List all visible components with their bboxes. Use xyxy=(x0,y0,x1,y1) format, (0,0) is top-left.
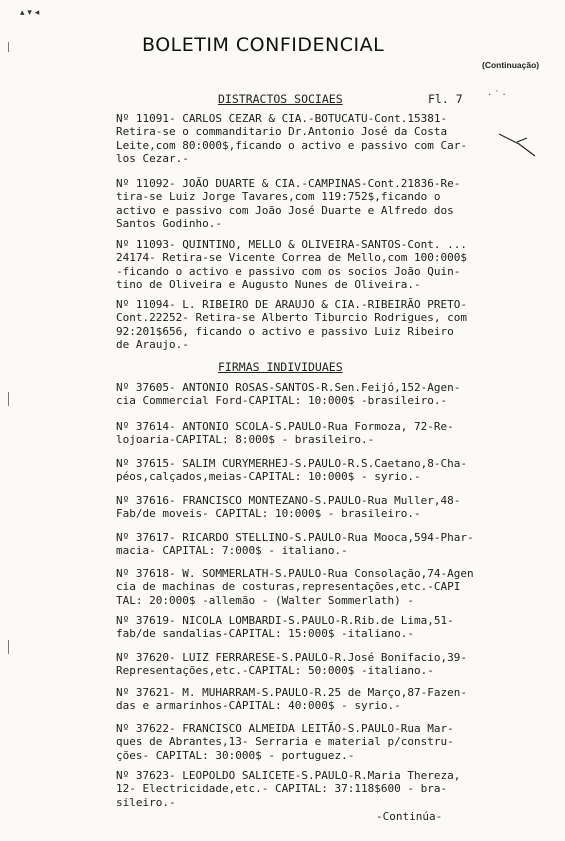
section-heading-firmas: FIRMAS INDIVIDUAES xyxy=(218,360,343,374)
sheet-number: Fl. 7 xyxy=(428,92,463,106)
firma-entry-37618: Nº 37618- W. SOMMERLATH-S.PAULO-Rua Consolação,74-Agen cia de machinas de costuras,representações,etc.-CAPI TAL: 20:000$ -allemão - (Walter Sommerlath) - xyxy=(116,567,474,607)
continues-label: -Continúa- xyxy=(376,810,443,823)
margin-line xyxy=(8,392,9,406)
page-title: BOLETIM CONFIDENCIAL xyxy=(142,34,385,56)
firma-entry-37621: Nº 37621- M. MUHARRAM-S.PAULO-R.25 de Março,87-Fazen- das e armarinhos-CAPITAL: 40:000$ - syrio.- xyxy=(116,686,467,713)
firma-entry-37605: Nº 37605- ANTONIO ROSAS-SANTOS-R.Sen.Feijó,152-Agen- cia Commercial Ford-CAPITAL: 10:000$ -brasileiro.- xyxy=(116,381,461,408)
section-heading-distratos: DISTRACTOS SOCIAES xyxy=(218,92,343,106)
scan-mark: ▴ ▾ ◂ xyxy=(20,8,40,18)
firma-entry-37615: Nº 37615- SALIM CURYMERHEJ-S.PAULO-R.S.Caetano,8-Cha- péos,calçados,meias-CAPITAL: 10:000$ - syrio.- xyxy=(116,457,467,484)
distrato-entry-11093: Nº 11093- QUINTINO, MELLO & OLIVEIRA-SANTOS-Cont. ... 24174- Retira-se Vicente Correa de Mello,com 100:000$ -ficando o activo e passivo com os socios João Quin- tino de Oliveira e Augusto Nunes de Oliveira.- xyxy=(116,238,467,292)
firma-entry-37617: Nº 37617- RICARDO STELLINO-S.PAULO-Rua Mooca,594-Phar- macia- CAPITAL: 7:000$ - italiano.- xyxy=(116,531,474,558)
margin-line xyxy=(8,42,9,52)
continuation-label: (Continuação) xyxy=(482,60,540,70)
firma-entry-37620: Nº 37620- LUIZ FERRARESE-S.PAULO-R.José Bonifacio,39- Representações,etc.-CAPITAL: 50:000$ -italiano.- xyxy=(116,651,467,678)
distrato-entry-11091: Nº 11091- CARLOS CEZAR & CIA.-BOTUCATU-Cont.15381- Retira-se o commanditario Dr.Antonio José da Costa Leite,com 80:000$,ficando o activo e passivo com Car- los Cezar.- xyxy=(116,112,467,166)
margin-line xyxy=(8,640,9,654)
distrato-entry-11094: Nº 11094- L. RIBEIRO DE ARAUJO & CIA.-RIBEIRÃO PRETO- Cont.22252- Retira-se Alberto Tiburcio Rodrigues, com 92:201$656, ficando o activo e passivo Luiz Ribeiro de Araujo.- xyxy=(116,298,467,352)
scan-mark: · ˙ · xyxy=(488,90,506,101)
firma-entry-37614: Nº 37614- ANTONIO SCOLA-S.PAULO-Rua Formoza, 72-Re- lojoaria-CAPITAL: 8:000$ - brasileiro.- xyxy=(116,420,454,447)
firma-entry-37619: Nº 37619- NICOLA LOMBARDI-S.PAULO-R.Rib.de Lima,51- fab/de sandalias-CAPITAL: 15:000$ -italiano.- xyxy=(116,614,454,641)
firma-entry-37622: Nº 37622- FRANCISCO ALMEIDA LEITÃO-S.PAULO-Rua Mar- ques de Abrantes,13- Serraria e material p/constru- ções- CAPITAL: 30:000$ - portuguez.- xyxy=(116,722,454,762)
distrato-entry-11092: Nº 11092- JOÃO DUARTE & CIA.-CAMPINAS-Cont.21836-Re- tira-se Luiz Jorge Tavares,com 119:752$,ficando o activo e passivo com João José Duarte e Alfredo dos Santos Godinho.- xyxy=(116,177,461,231)
firma-entry-37623: Nº 37623- LEOPOLDO SALICETE-S.PAULO-R.Maria Thereza, 12- Electricidade,etc.- CAPITAL: 37:118$600 - bra- sileiro.- xyxy=(116,769,461,809)
firma-entry-37616: Nº 37616- FRANCISCO MONTEZANO-S.PAULO-Rua Muller,48- Fab/de moveis- CAPITAL: 10:000$ - brasileiro.- xyxy=(116,494,461,521)
